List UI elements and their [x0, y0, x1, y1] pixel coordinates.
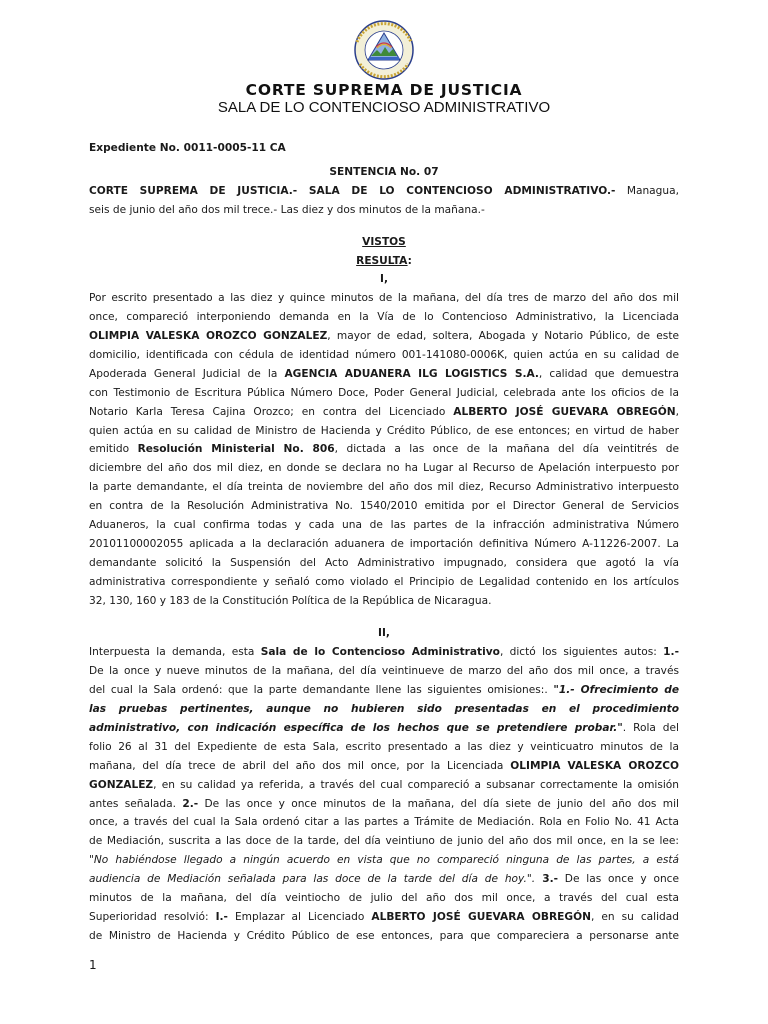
page-number: 1	[89, 958, 97, 972]
section-2-heading: II,	[378, 627, 390, 640]
paragraph-line: Superioridad resolvió: I.- Emplazar al Licenciado ALBERTO JOSÉ GUEVARA OBREGÓN, en su calidad	[89, 910, 679, 923]
paragraph-line: Apoderada General Judicial de la AGENCIA ADUANERA ILG LOGISTICS S.A., calidad que demuestra	[89, 367, 680, 380]
paragraph-line: de Mediación, suscrita a las doce de la tarde, del día veintiuno de junio del año dos mil once, en la se lee:	[89, 835, 679, 848]
expediente-number: Expediente No. 0011-0005-11 CA	[89, 142, 286, 154]
paragraph-line: quien actúa en su calidad de Ministro de Hacienda y Crédito Público, de ese entonces; en virtud de haber	[89, 424, 679, 437]
paragraph-line: once, compareció interponiendo demanda en la Vía de lo Contencioso Administrativo, la Licenciada	[89, 311, 679, 324]
paragraph-line: domicilio, identificada con cédula de identidad número 001-141080-0006K, quien actúa en su calidad de	[89, 349, 679, 362]
paragraph-line: en contra de la Resolución Administrativa No. 1540/2010 emitida por el Director General de Servicios	[89, 500, 679, 513]
paragraph-line: del cual la Sala ordenó: que la parte demandante llene las siguientes omisiones:. "1.- Ofrecimiento de	[89, 684, 679, 697]
paragraph-line: mañana, del día trece de abril del año dos mil once, por la Licenciada OLIMPIA VALESKA OROZCO	[89, 759, 679, 772]
court-subtitle: SALA DE LO CONTENCIOSO ADMINISTRATIVO	[217, 99, 551, 116]
paragraph-line: "No habiéndose llegado a ningún acuerdo en vista que no compareció ninguna de las partes, a está	[89, 854, 679, 867]
sentencia-line-2: seis de junio del año dos mil trece.- Las diez y dos minutos de la mañana.-	[89, 203, 485, 216]
court-title: CORTE SUPREMA DE JUSTICIA	[245, 81, 523, 99]
vistos-heading: VISTOS	[362, 235, 406, 248]
paragraph-line: de Ministro de Hacienda y Crédito Público de ese entonces, para que compareciera a personarse ante	[89, 929, 679, 942]
paragraph-line: once, a través del cual la Sala ordenó citar a las partes a Trámite de Mediación. Rola en Folio No. 41 Acta	[89, 816, 679, 829]
paragraph-line: administrativo, con indicación específica de los hechos que se pretendiere probar.". Rola del	[89, 721, 679, 734]
section-1-heading: I,	[380, 273, 388, 286]
sentencia-line-1: CORTE SUPREMA DE JUSTICIA.- SALA DE LO CONTENCIOSO ADMINISTRATIVO.- Managua,	[89, 184, 679, 197]
paragraph-line: OLIMPIA VALESKA OROZCO GONZALEZ, mayor de edad, soltera, Abogada y Notario Público, de este	[89, 330, 679, 343]
paragraph-line: GONZALEZ, en su calidad ya referida, a través del cual compareció a subsanar correctamente la omisión	[89, 778, 679, 791]
paragraph-line: Aduaneros, la cual confirma todas y cada una de las partes de la infracción administrativa Número	[89, 519, 679, 532]
sentencia-label: SENTENCIA No. 07	[329, 166, 439, 178]
nicaragua-seal-icon	[327, 20, 441, 80]
paragraph-line: las pruebas pertinentes, aunque no hubieren sido presentadas en el procedimiento	[89, 703, 679, 716]
paragraph-line: emitido Resolución Ministerial No. 806, dictada a las once de la mañana del día veintitrés de	[89, 443, 680, 456]
paragraph-line: con Testimonio de Escritura Pública Número Doce, Poder General Judicial, celebrada ante los oficios de la	[89, 386, 679, 399]
paragraph-line: la parte demandante, el día treinta de noviembre del año dos mil diez, Recurso Administrativo interpuesto	[89, 481, 679, 494]
resulta-heading: RESULTA:	[356, 254, 412, 267]
paragraph-line: 32, 130, 160 y 183 de la Constitución Política de la República de Nicaragua.	[89, 594, 492, 607]
document-body	[89, 163, 679, 946]
paragraph-line: Notario Karla Teresa Cajina Orozco; en contra del Licenciado ALBERTO JOSÉ GUEVARA OBREGÓN,	[89, 405, 679, 418]
paragraph-line: diciembre del año dos mil diez, en donde se declara no ha Lugar al Recurso de Apelación interpuesto por	[89, 462, 679, 475]
paragraph-line: folio 26 al 31 del Expediente de esta Sala, escrito presentado a las diez y veinticuatro minutos de la	[89, 740, 679, 753]
paragraph-line: audiencia de Mediación señalada para las doce de la tarde del día de hoy.". 3.- De las once y once	[89, 873, 679, 886]
paragraph-line: Por escrito presentado a las diez y quince minutos de la mañana, del día tres de marzo del año dos mil	[89, 292, 679, 305]
paragraph-line: 20101100002055 aplicada a la declaración aduanera de importación definitiva Número A-11226-2007. La	[89, 537, 679, 550]
paragraph-line: Interpuesta la demanda, esta Sala de lo Contencioso Administrativo, dictó los siguientes autos: 1.-	[89, 646, 679, 659]
paragraph-line: administrativa correspondiente y señaló como violado el Principio de Legalidad contenido en los artículos	[89, 575, 679, 588]
paragraph-line: De la once y nueve minutos de la mañana, del día veintinueve de marzo del año dos mil once, a través	[89, 665, 679, 678]
paragraph-line: minutos de la mañana, del día veintiocho de julio del año dos mil once, a través del cual esta	[89, 891, 679, 904]
paragraph-line: demandante solicitó la Suspensión del Acto Administrativo impugnado, considera que agotó la vía	[89, 556, 679, 569]
paragraph-line: antes señalada. 2.- De las once y once minutos de la mañana, del día siete de junio del año dos mil	[89, 797, 679, 810]
